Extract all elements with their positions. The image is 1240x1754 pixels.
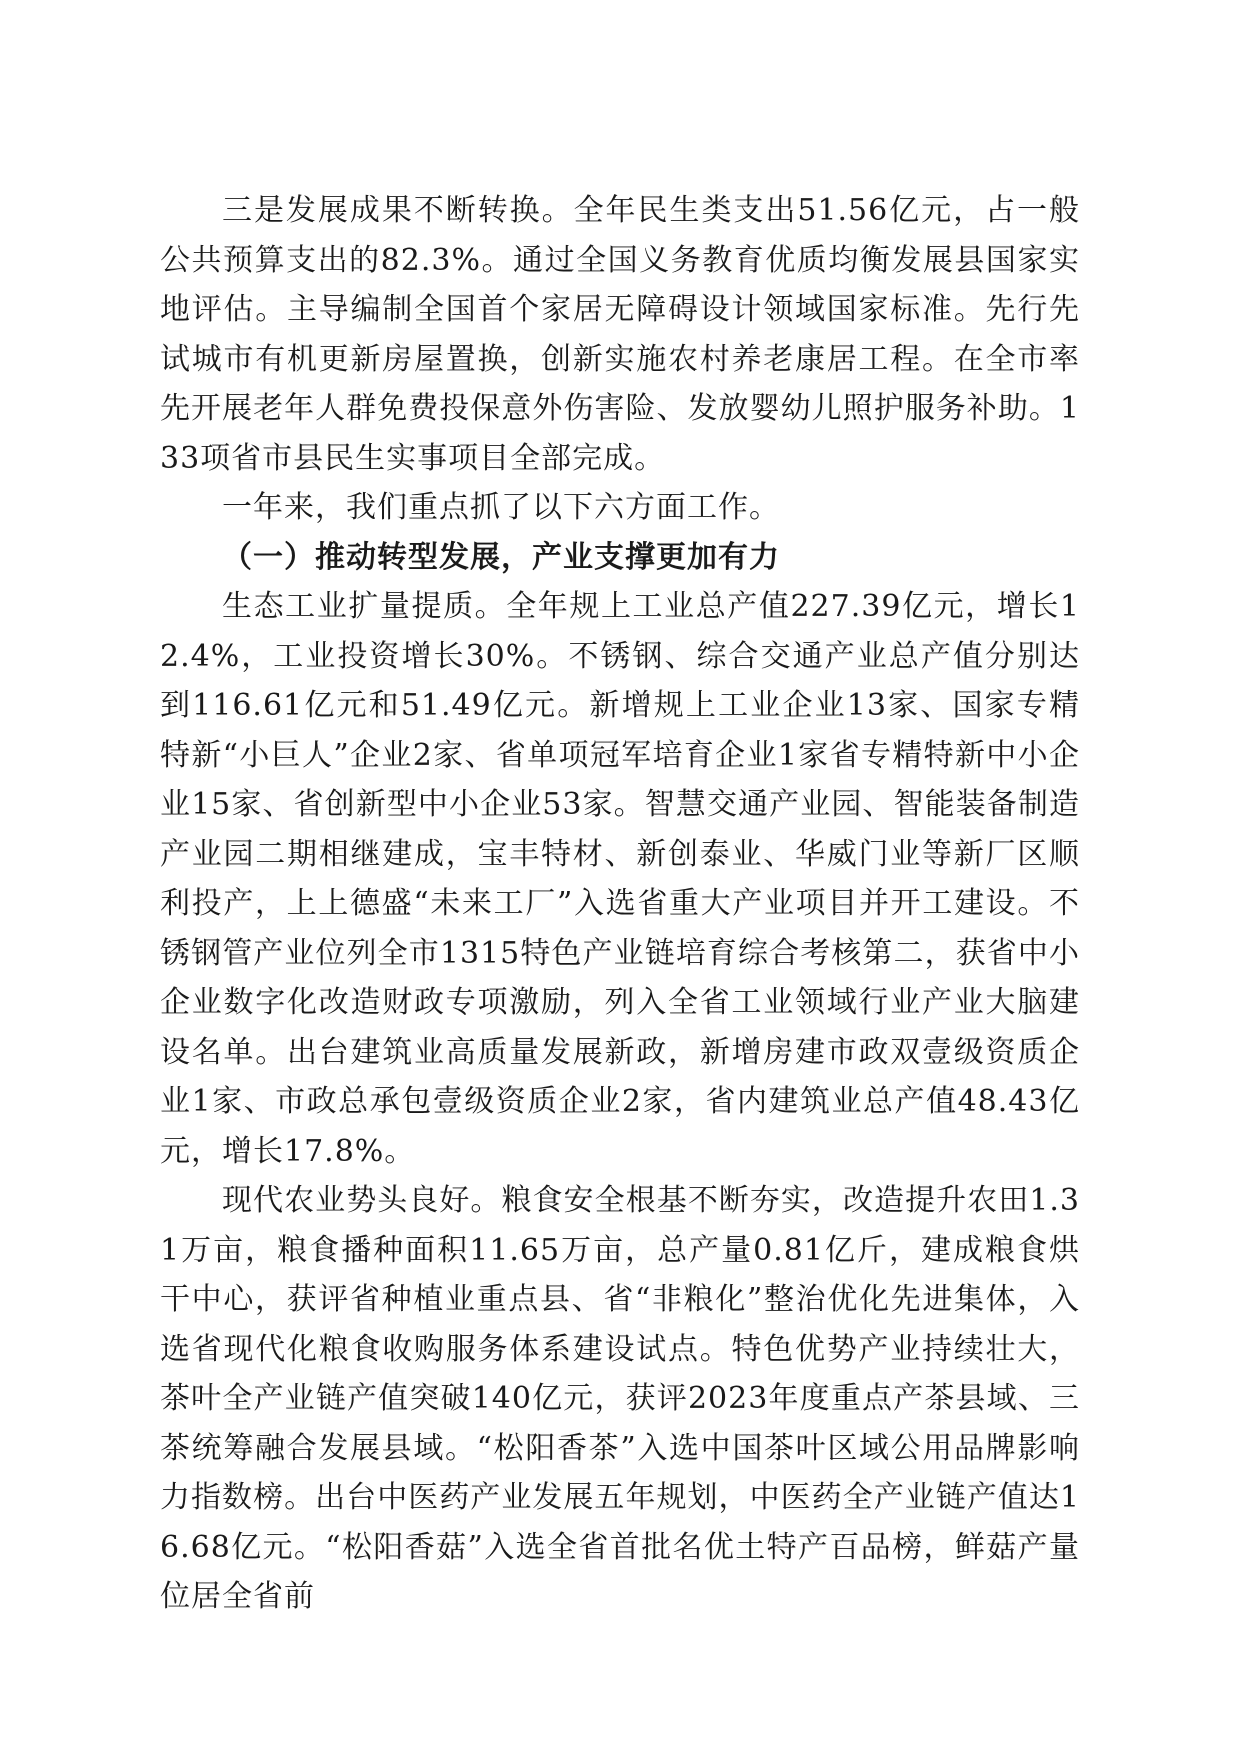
paragraph-modern-agriculture: 现代农业势头良好。粮食安全根基不断夯实，改造提升农田1.31万亩，粮食播种面积11.65万亩，总产量0.81亿斤，建成粮食烘干中心，获评省种植业重点县、省“非粮化”整治优化先进集体，入选省现代化粮食收购服务体系建设试点。特色优势产业持续壮大，茶叶全产业链产值突破140亿元，获评2023年度重点产茶县域、三茶统筹融合发展县域。“松阳香茶”入选中国茶叶区域公用品牌影响力指数榜。出台中医药产业发展五年规划，中医药全产业链产值达16.68亿元。“松阳香菇”入选全省首批名优土特产百品榜，鲜菇产量位居全省前 — [160, 1183, 1080, 1614]
paragraph-livelihood-results: 三是发展成果不断转换。全年民生类支出51.56亿元，占一般公共预算支出的82.3%。通过全国义务教育优质均衡发展县国家实地评估。主导编制全国首个家居无障碍设计领域国家标准。先行先试城市有机更新房屋置换，创新实施农村养老康居工程。在全市率先开展老年人群免费投保意外伤害险、发放婴幼儿照护服务补助。133项省市县民生实事项目全部完成。 — [160, 193, 1080, 476]
paragraph-ecological-industry: 生态工业扩量提质。全年规上工业总产值227.39亿元，增长12.4%，工业投资增长30%。不锈钢、综合交通产业总产值分别达到116.61亿元和51.49亿元。新增规上工业企业13家、国家专精特新“小巨人”企业2家、省单项冠军培育企业1家省专精特新中小企业15家、省创新型中小企业53家。智慧交通产业园、智能装备制造产业园二期相继建成，宝丰特材、新创泰业、华威门业等新厂区顺利投产，上上德盛“未来工厂”入选省重大产业项目并开工建设。不锈钢管产业位列全市1315特色产业链培育综合考核第二，获省中小企业数字化改造财政专项激励，列入全省工业领域行业产业大脑建设名单。出台建筑业高质量发展新政，新增房建市政双壹级资质企业1家、市政总承包壹级资质企业2家，省内建筑业总产值48.43亿元，增长17.8%。 — [160, 589, 1080, 1169]
document-body — [160, 186, 1080, 1622]
paragraph-year-summary: 一年来，我们重点抓了以下六方面工作。 — [222, 490, 780, 525]
section-heading: （一）推动转型发展，产业支撑更加有力 — [222, 539, 780, 575]
